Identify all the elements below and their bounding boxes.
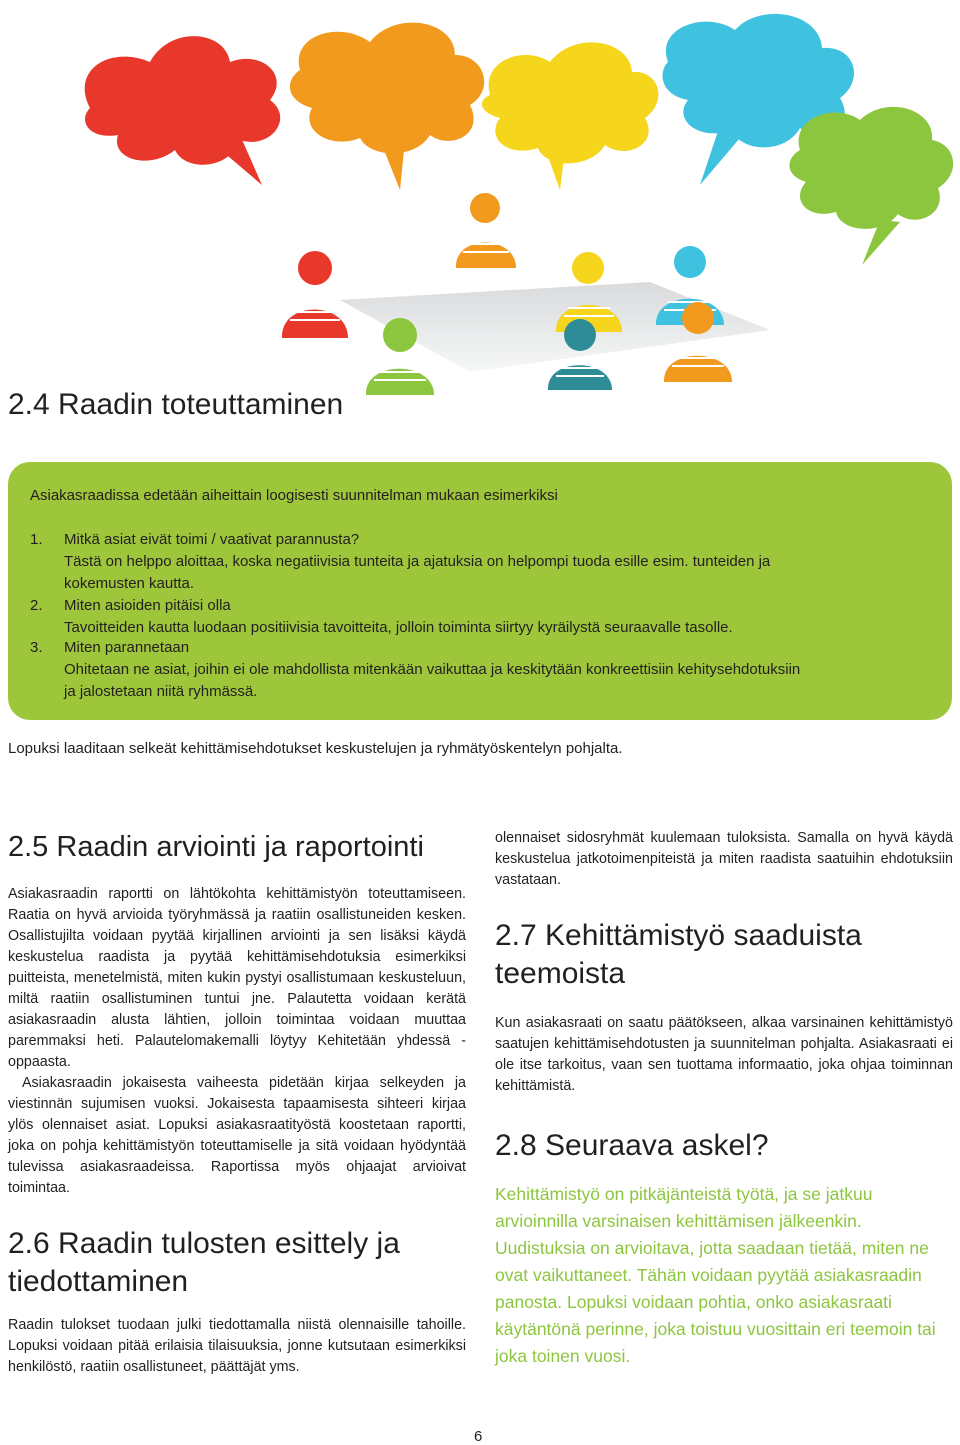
section-2-7-paragraph: Kun asiakasraati on saatu päätökseen, alkaa varsinainen kehittämistyö saatujen kehittämisehdotusten ja suunnitelman pohjalta. Asiakasraati ei ole itse tarkoitus, vaan sen tuottama informaatio, joka ohjaa toiminnan kehittämistä. — [495, 1015, 953, 1094]
section-2-5-title: 2.5 Raadin arviointi ja raportointi — [8, 831, 424, 863]
red-bubble-icon — [85, 36, 281, 185]
yellow-bubble-icon — [482, 42, 658, 190]
person-red-icon — [282, 251, 348, 338]
item-3-number: 3. — [30, 639, 43, 656]
item-2-heading: Miten asioiden pitäisi olla — [64, 597, 231, 614]
page-number: 6 — [474, 1428, 483, 1445]
section-2-4-title: 2.4 Raadin toteuttaminen — [8, 388, 344, 421]
section-2-4-closing: Lopuksi laaditaan selkeät kehittämisehdotukset keskustelujen ja ryhmätyöskentelyn pohjalta. — [8, 740, 623, 757]
section-2-6-title: 2.6 Raadin tulosten esittely ja tiedottaminen — [8, 1227, 400, 1298]
speech-bubbles-people-illustration — [0, 0, 960, 400]
item-1-line: kokemusten kautta. — [64, 575, 195, 592]
item-3-line: Ohitetaan ne asiat, joihin ei ole mahdollista mitenkään vaikuttaa ja keskitytään konkreettisiin kehitysehdotuksiin — [64, 661, 801, 678]
section-2-7-title: 2.7 Kehittämistyö saaduista teemoista — [495, 919, 862, 990]
item-2-line: Tavoitteiden kautta luodaan positiivisia tavoitteita, jolloin toiminta siirtyy kyräilystä seuraavalle tasolle. — [64, 619, 733, 636]
orange-bubble-icon — [290, 23, 484, 190]
item-1-heading: Mitkä asiat eivät toimi / vaativat parannusta? — [64, 531, 360, 548]
section-2-8-paragraph: Kehittämistyö on pitkäjänteistä työtä, ja se jatkuu arvioinnilla varsinaisen kehittämisen jälkeenkin. Uudistuksia on arvioitava, jotta saadaan tietää, miten ne ovat vaikuttaneet. Tähän voidaan pyytää asiakasraadin panosta. Lopuksi voidaan pohtia, onko asiakasraati käytäntönä perinne, joka toistuu vuosittain eri teemoin tai joka toinen vuosi. — [495, 1184, 936, 1366]
item-3-line: ja jalostetaan niitä ryhmässä. — [64, 683, 258, 700]
continued-paragraph: olennaiset sidosryhmät kuulemaan tuloksista. Samalla on hyvä käydä keskustelua jatkotoimenpiteistä ja miten raadista saatuihin ehdotuksiin vastataan. — [495, 830, 953, 888]
section-2-6-paragraph: Raadin tulokset tuodaan julki tiedottamalla niistä olennaisille tahoille. Lopuksi voidaan pitää erilaisia tilaisuuksia, jonne kutsutaan esimerkiksi henkilöstö, raatiin osallistuneet, päättäjät yms. — [8, 1317, 466, 1375]
section-2-8-title: 2.8 Seuraava askel? — [495, 1129, 769, 1162]
item-1-line: Tästä on helppo aloittaa, koska negatiivisia tunteita ja ajatuksia on helpompi tuoda esille esim. tunteiden ja — [64, 553, 771, 570]
item-3-heading: Miten parannetaan — [64, 639, 190, 656]
right-column — [495, 828, 953, 1370]
section-2-5-paragraph: Asiakasraadin raportti on lähtökohta kehittämistyön toteuttamiseen. Raatia on hyvä arvioida työryhmässä ja raatiin osallistuneiden kesken. Osallistujilta voidaan pyytää kirjallinen arviointi ja sen lisäksi käydä keskustelua raadista ja pyytää kehittämisehdotuksia esimerkiksi puitteista, menetelmistä, miten kukin pystyi osallistumaan keskusteluun, miltä raatiin osallistuminen tuntui jne. Palautetta voidaan kerätä asiakasraadin alusta lähtien, jolloin toimintaa voidaan muuttaa paremmaksi heti. Palautelomakemalli löytyy Kehitetään yhdessä -oppaasta. — [8, 886, 466, 1070]
box-intro: Asiakasraadissa edetään aiheittain loogisesti suunnitelman mukaan esimerkiksi — [30, 487, 558, 504]
green-bubble-icon — [789, 107, 953, 265]
item-2-number: 2. — [30, 597, 43, 614]
left-column — [8, 828, 466, 1378]
section-2-5-paragraph: Asiakasraadin jokaisesta vaiheesta pidetään kirjaa selkeyden ja viestinnän sujumisen vuoksi. Jokaisesta tapaamisesta sihteeri kirjaa ylös olennaiset asiat. Lopuksi asiakasraatityöstä koostetaan raportti, joka on pohja kehittämistyön toteuttamiselle ja sitä voidaan hyödyntää tulevissa asiakasraadeissa. Raportissa myös ohjaajat arvioivat toimintaa. — [8, 1075, 466, 1196]
person-orange-icon — [456, 193, 516, 268]
item-1-number: 1. — [30, 531, 43, 548]
